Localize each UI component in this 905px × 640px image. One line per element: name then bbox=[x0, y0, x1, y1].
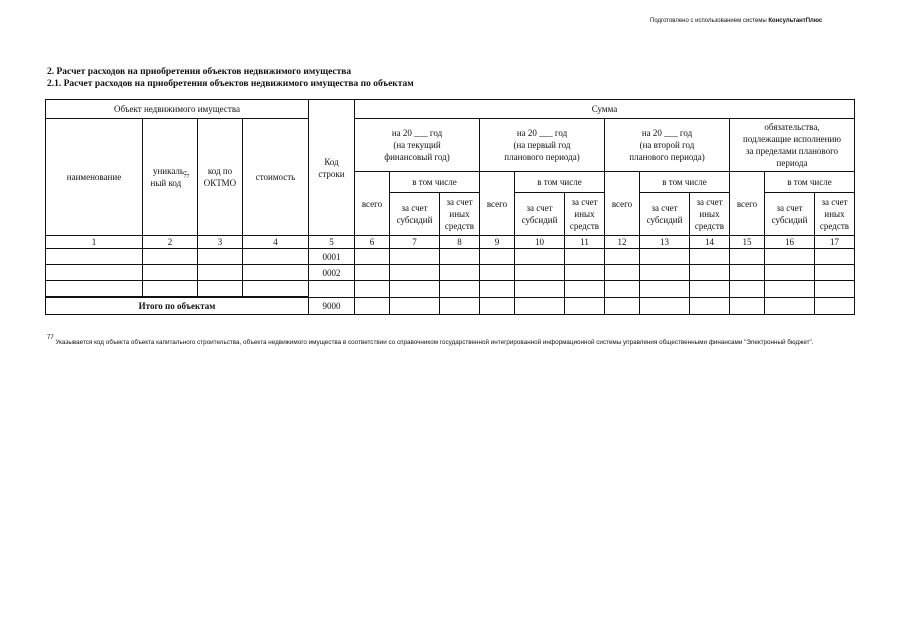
footnote-ref: 77 bbox=[183, 174, 190, 180]
period-beyond-line-1: обязательства, bbox=[764, 122, 820, 132]
table-cell[interactable] bbox=[565, 297, 605, 315]
table-cell[interactable] bbox=[390, 249, 440, 265]
other-line-1: за счет bbox=[821, 197, 848, 207]
total-header: всего bbox=[355, 172, 390, 236]
table-row bbox=[46, 249, 855, 265]
column-number: 8 bbox=[440, 236, 480, 249]
footnote-marker: 77 bbox=[47, 335, 54, 341]
table-cell[interactable] bbox=[480, 281, 515, 298]
oktmo-label-1: код по bbox=[207, 166, 233, 176]
period-first-header bbox=[480, 119, 605, 172]
period-beyond-line-2: подлежащие исполнению bbox=[743, 134, 841, 144]
table-cell[interactable] bbox=[765, 265, 815, 281]
other-line-2: иных bbox=[574, 209, 595, 219]
table-cell[interactable] bbox=[640, 281, 690, 298]
table-cell[interactable] bbox=[605, 265, 640, 281]
column-number: 14 bbox=[690, 236, 730, 249]
table-cell[interactable] bbox=[46, 265, 143, 281]
other-line-3: средств bbox=[819, 221, 850, 231]
oktmo-header bbox=[198, 119, 243, 236]
table-cell[interactable] bbox=[640, 297, 690, 315]
table-cell[interactable] bbox=[46, 249, 143, 265]
column-number: 16 bbox=[765, 236, 815, 249]
other-line-1: за счет bbox=[446, 197, 473, 207]
table-cell[interactable] bbox=[730, 265, 765, 281]
table-cell[interactable] bbox=[815, 281, 855, 298]
other-line-1: за счет bbox=[571, 197, 598, 207]
prepared-prefix: Подготовлено с использованием системы bbox=[650, 18, 767, 24]
table-cell[interactable] bbox=[815, 297, 855, 315]
line-code-header bbox=[309, 100, 355, 236]
period-current-line-2: (на текущий bbox=[393, 140, 441, 150]
column-numbers-row bbox=[46, 236, 855, 249]
table-row bbox=[46, 281, 855, 298]
column-number: 9 bbox=[480, 236, 515, 249]
other-line-2: иных bbox=[824, 209, 845, 219]
other-funds-header bbox=[440, 193, 480, 236]
period-current-line-3: финансовый год) bbox=[384, 152, 450, 162]
table-cell[interactable] bbox=[765, 297, 815, 315]
unique-code-header bbox=[143, 119, 198, 236]
column-number: 13 bbox=[640, 236, 690, 249]
period-second-line-2: (на второй год bbox=[639, 140, 695, 150]
table-cell[interactable] bbox=[355, 281, 390, 298]
table-cell[interactable] bbox=[515, 297, 565, 315]
column-number: 1 bbox=[46, 236, 143, 249]
period-first-line-1: на 20 ___ год bbox=[516, 128, 568, 138]
including-header: в том числе bbox=[765, 172, 855, 193]
table-cell[interactable] bbox=[390, 281, 440, 298]
including-header: в том числе bbox=[640, 172, 730, 193]
prepared-by-notice bbox=[650, 18, 822, 24]
period-current-line-1: на 20 ___ год bbox=[391, 128, 443, 138]
expenses-table bbox=[45, 99, 855, 315]
subsidy-line-1: за счет bbox=[401, 203, 428, 213]
subsidy-line-2: субсидий bbox=[396, 215, 433, 225]
column-number: 5 bbox=[309, 236, 355, 249]
table-cell[interactable] bbox=[243, 249, 309, 265]
period-second-line-3: планового периода) bbox=[629, 152, 705, 162]
table-cell[interactable] bbox=[730, 249, 765, 265]
column-number: 10 bbox=[515, 236, 565, 249]
unique-code-label-1: уникаль- bbox=[152, 166, 188, 176]
other-line-2: иных bbox=[699, 209, 720, 219]
line-code-label-1: Код bbox=[324, 156, 339, 167]
line-code bbox=[309, 281, 355, 298]
other-line-2: иных bbox=[449, 209, 470, 219]
table-cell[interactable] bbox=[198, 281, 243, 298]
period-first-line-3: планового периода) bbox=[504, 152, 580, 162]
other-line-3: средств bbox=[694, 221, 725, 231]
unique-code-label-2: ный код bbox=[150, 178, 182, 188]
table-cell[interactable] bbox=[730, 297, 765, 315]
table-cell[interactable] bbox=[690, 281, 730, 298]
column-number: 3 bbox=[198, 236, 243, 249]
table-cell[interactable] bbox=[355, 265, 390, 281]
table-cell[interactable] bbox=[765, 281, 815, 298]
other-line-1: за счет bbox=[696, 197, 723, 207]
table-cell[interactable] bbox=[690, 265, 730, 281]
column-number: 4 bbox=[243, 236, 309, 249]
table-cell[interactable] bbox=[640, 265, 690, 281]
table-cell[interactable] bbox=[640, 249, 690, 265]
table-cell[interactable] bbox=[605, 297, 640, 315]
table-cell[interactable] bbox=[605, 249, 640, 265]
period-first-line-2: (на первый год bbox=[513, 140, 571, 150]
subsidy-line-1: за счет bbox=[776, 203, 803, 213]
line-code-label-2: строки bbox=[318, 168, 345, 179]
table-cell[interactable] bbox=[515, 265, 565, 281]
table-cell[interactable] bbox=[440, 297, 480, 315]
table-cell[interactable] bbox=[355, 249, 390, 265]
total-code: 9000 bbox=[309, 297, 355, 315]
table-cell[interactable] bbox=[565, 249, 605, 265]
table-cell[interactable] bbox=[765, 249, 815, 265]
prepared-brand: КонсультантПлюс bbox=[768, 18, 823, 24]
period-beyond-line-3: за пределами планового bbox=[745, 146, 839, 156]
table-cell[interactable] bbox=[690, 297, 730, 315]
table-cell[interactable] bbox=[198, 265, 243, 281]
table-cell[interactable] bbox=[690, 249, 730, 265]
table-cell[interactable] bbox=[815, 265, 855, 281]
total-label: Итого по объектам bbox=[46, 297, 309, 315]
table-cell[interactable] bbox=[480, 265, 515, 281]
table-cell[interactable] bbox=[243, 265, 309, 281]
column-number: 7 bbox=[390, 236, 440, 249]
other-line-3: средств bbox=[569, 221, 600, 231]
footnote bbox=[47, 335, 855, 348]
table-cell[interactable] bbox=[515, 249, 565, 265]
column-number: 17 bbox=[815, 236, 855, 249]
sum-group-header: Сумма bbox=[355, 100, 855, 119]
period-current-header bbox=[355, 119, 480, 172]
total-header: всего bbox=[480, 172, 515, 236]
period-beyond-header bbox=[730, 119, 855, 172]
table-cell[interactable] bbox=[440, 249, 480, 265]
column-number: 11 bbox=[565, 236, 605, 249]
section-title: 2. Расчет расходов на приобретения объектов недвижимого имущества bbox=[47, 67, 352, 77]
subsidy-line-1: за счет bbox=[651, 203, 678, 213]
subsection-title: 2.1. Расчет расходов на приобретения объектов недвижимого имущества по объектам bbox=[47, 79, 414, 89]
including-header: в том числе bbox=[390, 172, 480, 193]
total-header: всего bbox=[730, 172, 765, 236]
other-funds-header bbox=[690, 193, 730, 236]
footnote-text: Указывается код объекта объекта капитального строительства, объекта недвижимого имущества в соответствии со справочником государственной интегрированной информационной системы управления общественными финансами "Электронный бюджет". bbox=[55, 339, 814, 346]
table-cell[interactable] bbox=[565, 281, 605, 298]
table-cell[interactable] bbox=[46, 281, 143, 298]
total-header: всего bbox=[605, 172, 640, 236]
table-cell[interactable] bbox=[815, 249, 855, 265]
other-line-3: средств bbox=[444, 221, 475, 231]
total-row bbox=[46, 297, 855, 315]
table-cell[interactable] bbox=[480, 249, 515, 265]
subsidy-header bbox=[390, 193, 440, 236]
oktmo-label-2: ОКТМО bbox=[203, 178, 237, 188]
period-beyond-line-4: периода bbox=[776, 158, 808, 168]
table-cell[interactable] bbox=[440, 281, 480, 298]
cost-header: стоимость bbox=[243, 119, 309, 236]
name-header: наименование bbox=[46, 119, 143, 236]
table-cell[interactable] bbox=[480, 297, 515, 315]
subsidy-header bbox=[640, 193, 690, 236]
table-cell[interactable] bbox=[143, 281, 198, 298]
table-cell[interactable] bbox=[198, 249, 243, 265]
table-cell[interactable] bbox=[515, 281, 565, 298]
subsidy-header bbox=[515, 193, 565, 236]
period-second-line-1: на 20 ___ год bbox=[641, 128, 693, 138]
column-number: 2 bbox=[143, 236, 198, 249]
period-second-header bbox=[605, 119, 730, 172]
table-cell[interactable] bbox=[605, 281, 640, 298]
column-number: 12 bbox=[605, 236, 640, 249]
table-cell[interactable] bbox=[355, 297, 390, 315]
column-number: 15 bbox=[730, 236, 765, 249]
table-cell[interactable] bbox=[390, 265, 440, 281]
subsidy-header bbox=[765, 193, 815, 236]
table-cell[interactable] bbox=[143, 249, 198, 265]
line-code: 0001 bbox=[309, 249, 355, 265]
table-cell[interactable] bbox=[390, 297, 440, 315]
table-cell[interactable] bbox=[143, 265, 198, 281]
table-cell[interactable] bbox=[565, 265, 605, 281]
table-row bbox=[46, 265, 855, 281]
object-group-header: Объект недвижимого имущества bbox=[46, 100, 309, 119]
other-funds-header bbox=[815, 193, 855, 236]
subsidy-line-1: за счет bbox=[526, 203, 553, 213]
including-header: в том числе bbox=[515, 172, 605, 193]
other-funds-header bbox=[565, 193, 605, 236]
subsidy-line-2: субсидий bbox=[521, 215, 558, 225]
table-cell[interactable] bbox=[440, 265, 480, 281]
table-cell[interactable] bbox=[243, 281, 309, 298]
line-code: 0002 bbox=[309, 265, 355, 281]
column-number: 6 bbox=[355, 236, 390, 249]
table-cell[interactable] bbox=[730, 281, 765, 298]
subsidy-line-2: субсидий bbox=[646, 215, 683, 225]
subsidy-line-2: субсидий bbox=[771, 215, 808, 225]
